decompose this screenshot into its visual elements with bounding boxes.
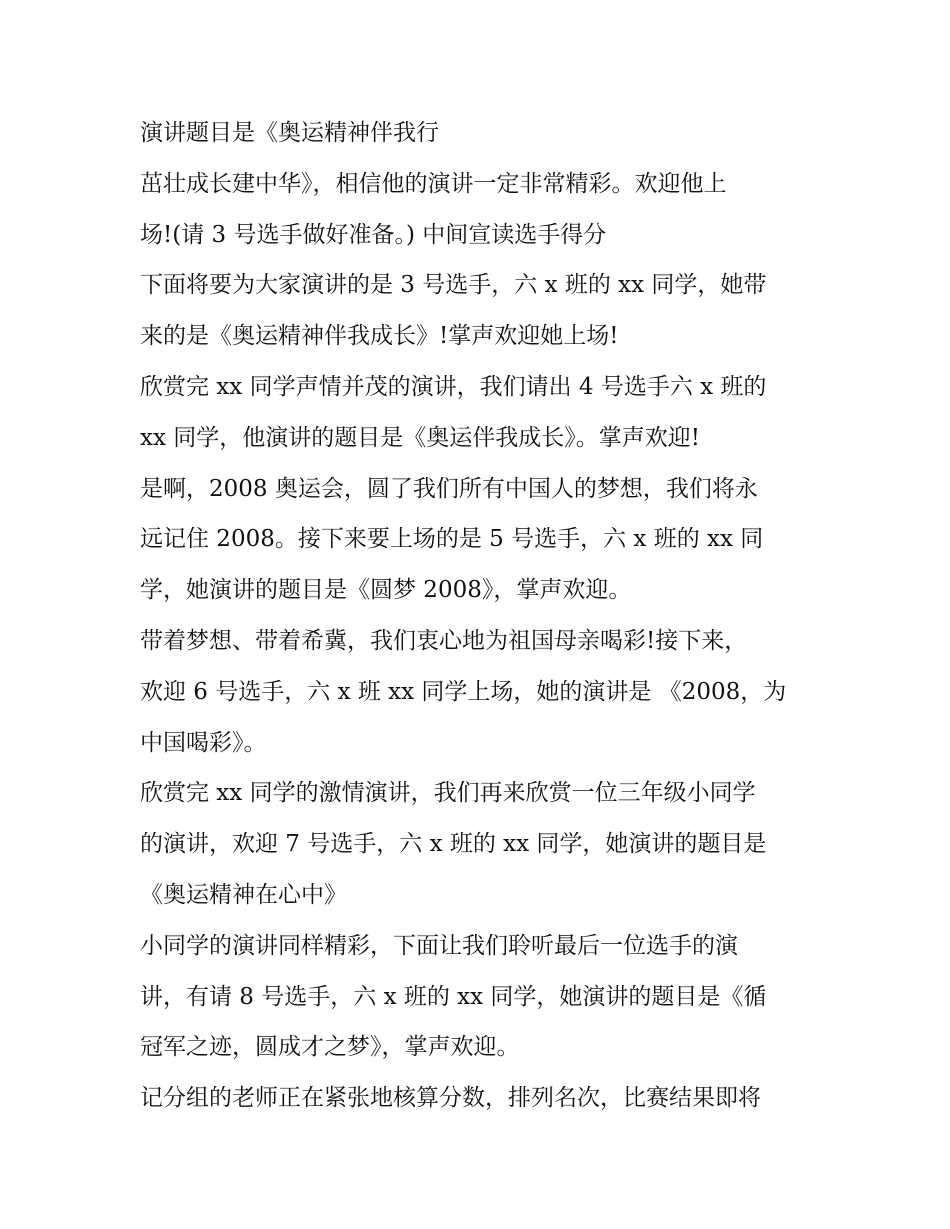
text-line: 下面将要为大家演讲的是 3 号选手，六 x 班的 xx 同学，她带: [140, 272, 767, 299]
text-line: 远记住 2008。接下来要上场的是 5 号选手，六 x 班的 xx 同: [140, 526, 764, 553]
text-line: 小同学的演讲同样精彩，下面让我们聆听最后一位选手的演: [140, 932, 738, 959]
text-line: 记分组的老师正在紧张地核算分数，排列名次，比赛结果即将: [140, 1085, 761, 1112]
text-line: 欢迎 6 号选手，六 x 班 xx 同学上场，她的演讲是 《2008，为: [140, 678, 787, 705]
text-line: 演讲题目是《奥运精神伴我行: [140, 120, 439, 146]
text-line: 《奥运精神在心中》: [140, 881, 347, 908]
text-line: 茁壮成长建中华》，相信他的演讲一定非常精彩。欢迎他上: [140, 170, 727, 197]
text-line: 冠军之迹，圆成才之梦》，掌声欢迎。: [140, 1034, 520, 1061]
text-line: 欣赏完 xx 同学的激情演讲，我们再来欣赏一位三年级小同学: [140, 780, 756, 807]
text-line: 的演讲，欢迎 7 号选手，六 x 班的 xx 同学，她演讲的题目是: [140, 831, 767, 858]
text-line: 带着梦想、带着希冀，我们衷心地为祖国母亲喝彩!接下来，: [140, 627, 748, 654]
text-line: 场!(请 3 号选手做好准备。) 中间宣读选手得分: [140, 221, 607, 248]
text-line: 中国喝彩》。: [140, 729, 267, 756]
text-line: 欣赏完 xx 同学声情并茂的演讲，我们请出 4 号选手六 x 班的: [140, 373, 767, 400]
text-line: 学，她演讲的题目是《圆梦 2008》，掌声欢迎。: [140, 577, 632, 604]
text-line: 是啊，2008 奥运会，圆了我们所有中国人的梦想，我们将永: [140, 475, 758, 502]
text-line: xx 同学，他演讲的题目是《奥运伴我成长》。掌声欢迎!: [140, 424, 700, 451]
document-text: [140, 108, 830, 1124]
text-line: 来的是《奥运精神伴我成长》!掌声欢迎她上场!: [140, 323, 619, 350]
text-line: 讲，有请 8 号选手，六 x 班的 xx 同学，她演讲的题目是《循: [140, 983, 767, 1010]
